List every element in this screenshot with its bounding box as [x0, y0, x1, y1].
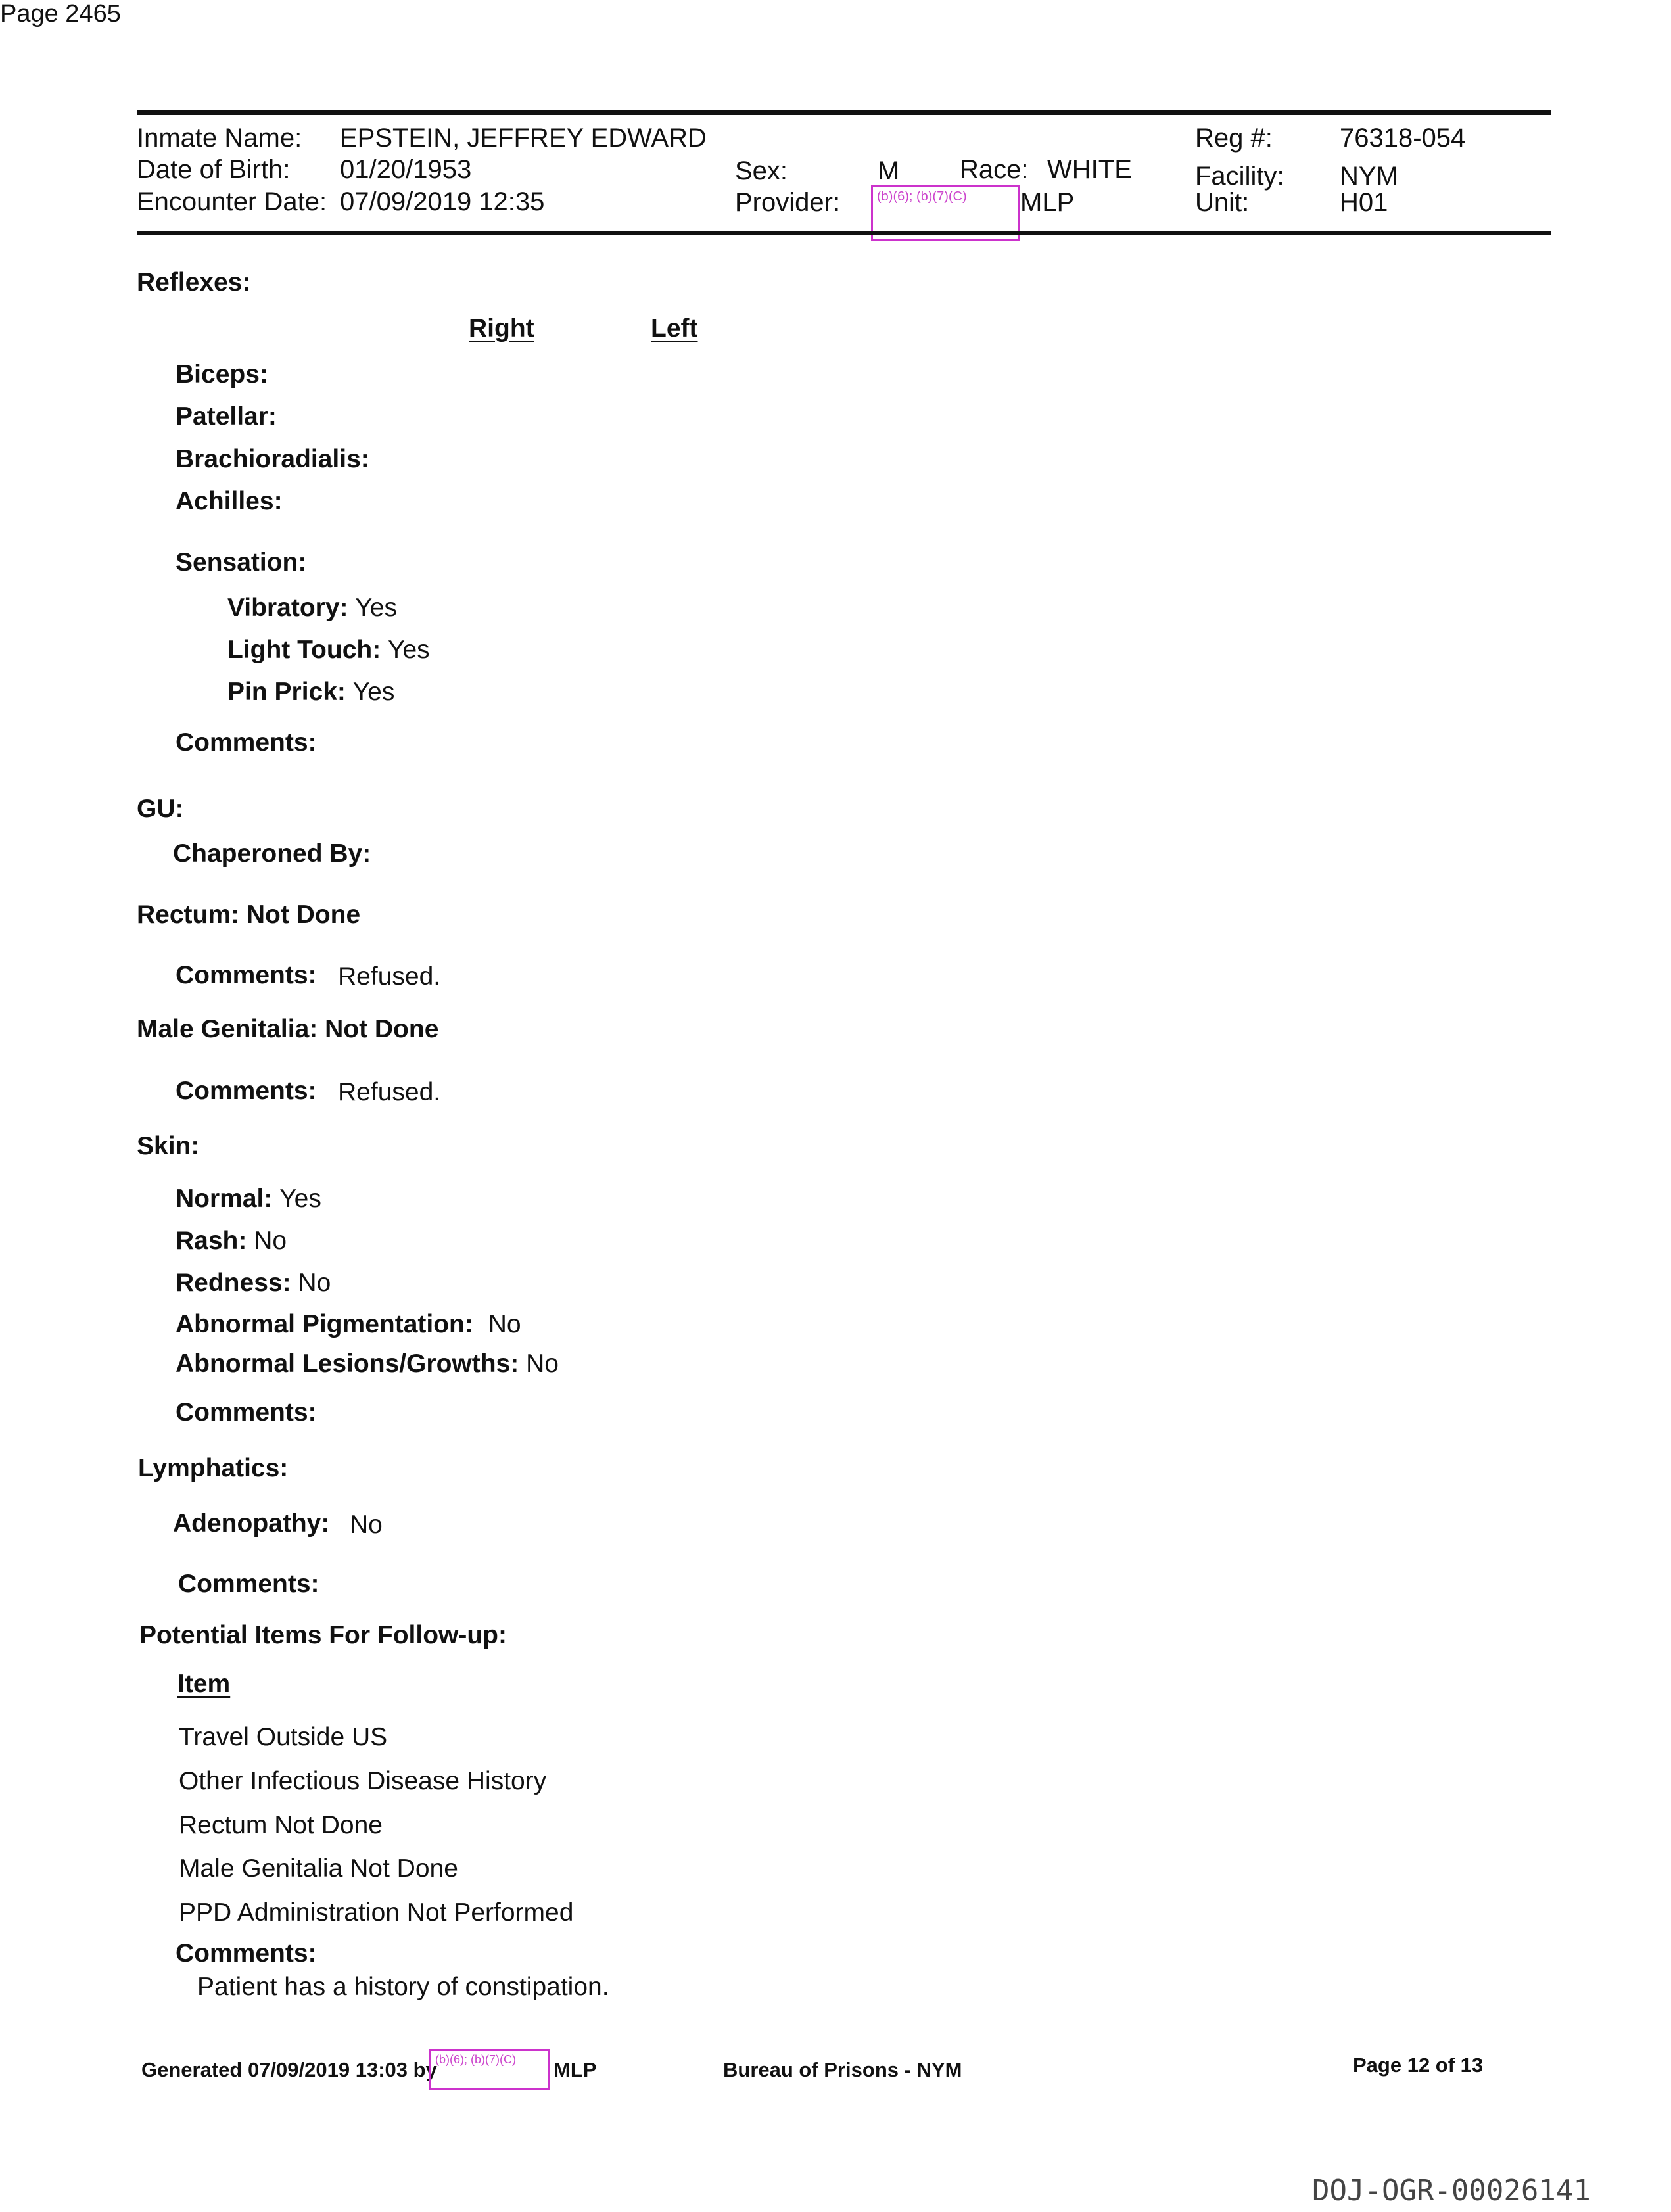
encounter-label: Encounter Date: — [137, 187, 327, 216]
followup-item: PPD Administration Not Performed — [179, 1898, 574, 1927]
adenopathy-label: Adenopathy: — [173, 1509, 330, 1538]
sensation-value: Yes — [352, 678, 395, 706]
skin-value: No — [526, 1350, 559, 1378]
header-top-rule — [137, 110, 1551, 115]
dob-value: 01/20/1953 — [340, 155, 472, 184]
race-label: Race: — [960, 155, 1029, 184]
provider-suffix: MLP — [1020, 188, 1075, 217]
lymphatics-title: Lymphatics: — [138, 1454, 289, 1482]
sensation-item — [227, 636, 430, 665]
footer-page-number: Page 12 of 13 — [1353, 2054, 1484, 2077]
skin-label: Rash: — [176, 1227, 247, 1255]
unit-value: H01 — [1340, 188, 1388, 217]
followup-title: Potential Items For Follow-up: — [139, 1621, 507, 1649]
skin-item — [176, 1269, 331, 1298]
skin-comments-label: Comments: — [176, 1398, 317, 1426]
footer-suffix: MLP — [553, 2058, 597, 2081]
adenopathy-value: No — [350, 1511, 383, 1539]
reg-label: Reg #: — [1195, 124, 1273, 153]
sensation-item — [227, 678, 394, 707]
male-genitalia-comments-value: Refused. — [338, 1078, 441, 1106]
reg-value: 76318-054 — [1340, 124, 1466, 153]
skin-title: Skin: — [137, 1132, 200, 1160]
followup-item: Rectum Not Done — [179, 1811, 383, 1839]
male-genitalia-title: Male Genitalia: Not Done — [137, 1015, 439, 1043]
skin-label: Redness: — [176, 1269, 291, 1297]
skin-item — [176, 1350, 559, 1378]
lymphatics-comments-label: Comments: — [178, 1570, 319, 1598]
footer-redaction-box: (b)(6); (b)(7)(C) — [429, 2049, 550, 2090]
rectum-comments-label: Comments: — [176, 961, 317, 989]
sensation-title: Sensation: — [176, 548, 307, 577]
skin-label: Normal: — [176, 1185, 273, 1213]
followup-item: Other Infectious Disease History — [179, 1767, 547, 1795]
encounter-value: 07/09/2019 12:35 — [340, 187, 545, 216]
unit-label: Unit: — [1195, 188, 1250, 217]
followup-col-item: Item — [177, 1670, 231, 1698]
skin-label: Abnormal Pigmentation: — [176, 1310, 473, 1338]
rectum-title: Rectum: Not Done — [137, 901, 361, 929]
facility-label: Facility: — [1195, 162, 1284, 191]
skin-label: Abnormal Lesions/Growths: — [176, 1350, 519, 1378]
followup-comments-label: Comments: — [176, 1939, 317, 1967]
reflex-row-biceps: Biceps: — [176, 360, 268, 388]
page-label: Page 2465 — [0, 0, 121, 28]
sex-value: M — [878, 156, 900, 185]
sensation-comments-label: Comments: — [176, 728, 317, 757]
inmate-name: EPSTEIN, JEFFREY EDWARD — [340, 124, 707, 153]
facility-value: NYM — [1340, 162, 1398, 191]
sensation-label: Pin Prick: — [227, 678, 346, 706]
footer-bureau: Bureau of Prisons - NYM — [723, 2058, 962, 2081]
sensation-value: Yes — [355, 594, 397, 622]
skin-item — [176, 1310, 521, 1339]
sex-label: Sex: — [735, 156, 788, 185]
sensation-label: Light Touch: — [227, 636, 381, 664]
provider-redaction-box: (b)(6); (b)(7)(C) — [871, 185, 1020, 241]
inmate-name-label: Inmate Name: — [137, 124, 302, 153]
skin-value: No — [298, 1269, 331, 1297]
skin-item — [176, 1185, 321, 1213]
sensation-value: Yes — [388, 636, 430, 664]
skin-item — [176, 1227, 287, 1256]
provider-label: Provider: — [735, 188, 841, 217]
followup-item: Travel Outside US — [179, 1723, 388, 1751]
skin-value: No — [488, 1310, 521, 1338]
reflex-row-brachioradialis: Brachioradialis: — [176, 445, 369, 473]
race-value: WHITE — [1047, 155, 1132, 184]
reflexes-col-right: Right — [469, 314, 534, 342]
followup-comments-value: Patient has a history of constipation. — [197, 1973, 609, 2001]
gu-title: GU: — [137, 795, 184, 823]
dob-label: Date of Birth: — [137, 155, 291, 184]
reflexes-col-left: Left — [651, 314, 698, 342]
skin-value: No — [254, 1227, 287, 1255]
rectum-comments-value: Refused. — [338, 962, 441, 991]
chaperoned-label: Chaperoned By: — [173, 839, 371, 868]
reflex-row-patellar: Patellar: — [176, 402, 277, 431]
footer-generated: Generated 07/09/2019 13:03 by — [141, 2058, 437, 2081]
male-genitalia-comments-label: Comments: — [176, 1077, 317, 1105]
header-bottom-rule — [137, 231, 1551, 235]
reflex-row-achilles: Achilles: — [176, 487, 283, 515]
sensation-item — [227, 594, 397, 623]
followup-item: Male Genitalia Not Done — [179, 1854, 458, 1883]
reflexes-title: Reflexes: — [137, 268, 251, 296]
skin-value: Yes — [279, 1185, 321, 1213]
bates-number: DOJ-OGR-00026141 — [1312, 2174, 1591, 2207]
sensation-label: Vibratory: — [227, 594, 348, 622]
